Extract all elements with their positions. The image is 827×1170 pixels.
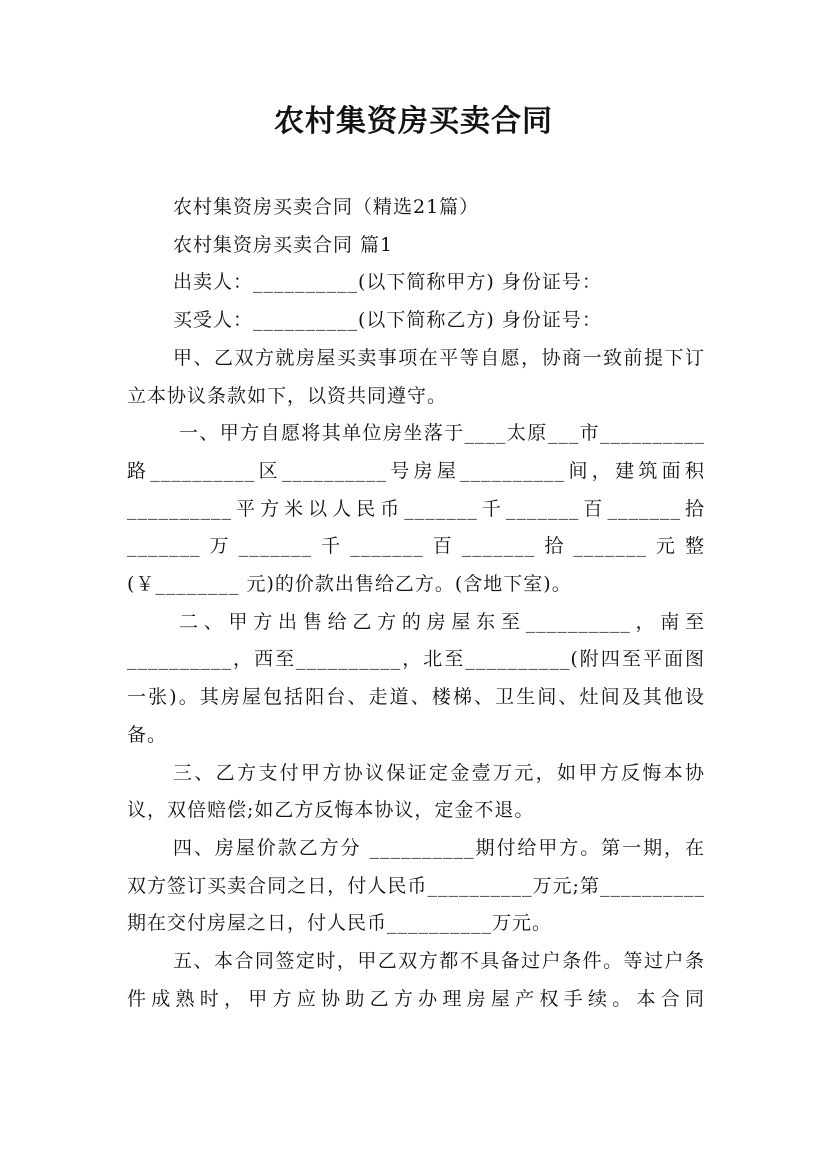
paragraph-clause-1: 一、甲方自愿将其单位房坐落于____太原___市__________路__________区__________号房屋__________间，建筑面积__________平方米以人民币_______千_______百_______拾_______万_______千_______百_______拾_______元整(￥________ 元)的价款出售给乙方。(含地下室)。 xyxy=(127,422,705,596)
paragraph-clause-5: 五、本合同签定时，甲乙双方都不具备过户条件。等过户条件成熟时，甲方应协助乙方办理房屋产权手续。本合同 xyxy=(127,950,705,1010)
paragraph-subtitle: 农村集资房买卖合同（精选21篇） xyxy=(173,196,480,218)
paragraph-preamble: 甲、乙双方就房屋买卖事项在平等自愿，协商一致前提下订立本协议条款如下，以资共同遵守。 xyxy=(127,346,705,407)
paragraph-clause-3: 三、乙方支付甲方协议保证定金壹万元，如甲方反悔本协议，双倍赔偿;如乙方反悔本协议，定金不退。 xyxy=(127,761,705,822)
document-body xyxy=(127,189,705,1018)
paragraph-buyer: 买受人：__________(以下简称乙方) 身份证号： xyxy=(173,309,602,332)
paragraph-clause-4: 四、房屋价款乙方分 __________期付给甲方。第一期，在双方签订买卖合同之日，付人民币__________万元;第__________期在交付房屋之日，付人民币__________万元。 xyxy=(127,836,705,935)
paragraph-seller: 出卖人：__________(以下简称甲方) 身份证号： xyxy=(173,271,602,294)
paragraph-section-heading: 农村集资房买卖合同 篇1 xyxy=(173,233,394,256)
document-title: 农村集资房买卖合同 xyxy=(274,104,553,139)
paragraph-clause-2: 二、甲方出售给乙方的房屋东至__________，南至__________，西至__________，北至__________(附四至平面图一张)。其房屋包括阳台、走道、楼梯、卫生间、灶间及其他设备。 xyxy=(127,610,705,746)
